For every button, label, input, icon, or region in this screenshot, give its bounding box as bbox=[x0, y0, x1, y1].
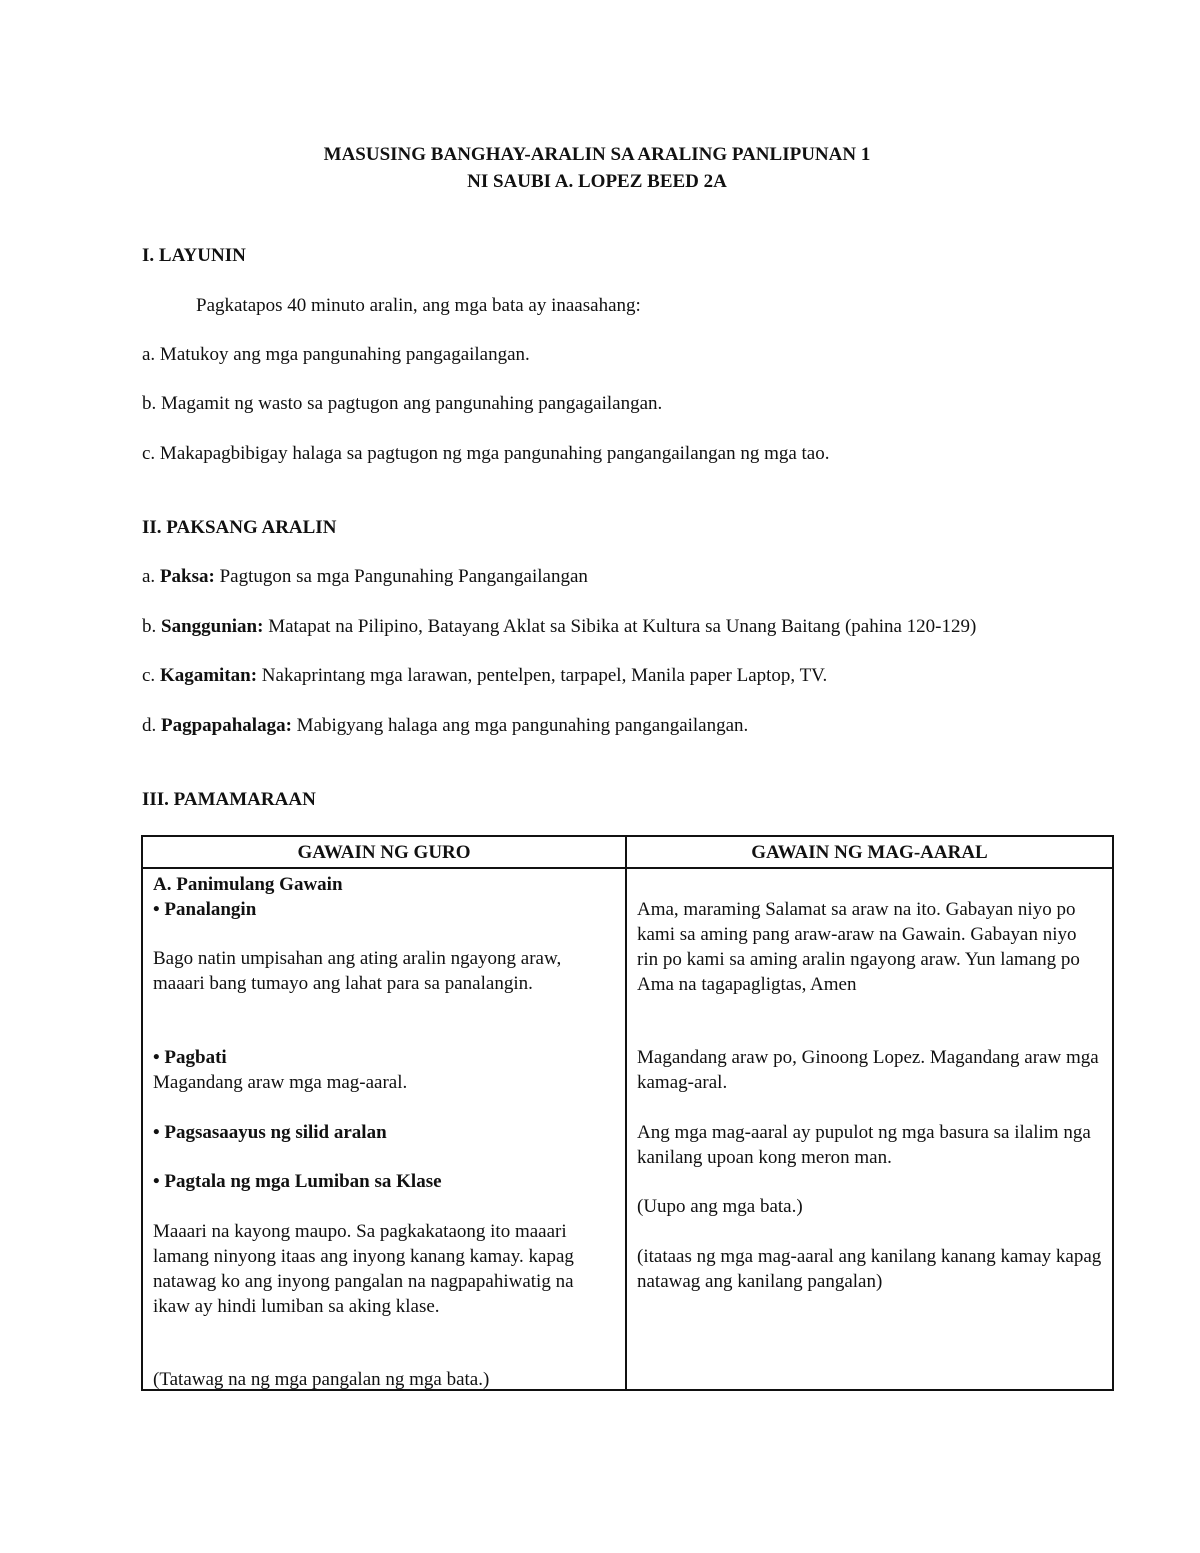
guro-pagbati-label: • Pagbati bbox=[153, 1047, 227, 1068]
magaaral-panalangin-text: Ama, maraming Salamat sa araw na ito. Gabayan niyo po kami sa aming pang araw-araw na Gawain. Gabayan niyo rin po kami sa aming aralin ngayong araw. Yun lamang po Ama na tagapagligtas, Amen bbox=[637, 899, 1080, 995]
paksa-item-a bbox=[142, 564, 588, 589]
item-label: Kagamitan: bbox=[159, 665, 258, 686]
item-prefix: b. bbox=[142, 616, 161, 637]
heading-layunin: I. LAYUNIN bbox=[142, 245, 246, 266]
item-text: Pagtugon sa mga Pangunahing Pangangailangan bbox=[214, 566, 588, 587]
doc-title-line2: NI SAUBI A. LOPEZ BEED 2A bbox=[467, 171, 727, 192]
procedure-table bbox=[141, 835, 1114, 1391]
item-prefix: c. bbox=[142, 665, 160, 686]
item-text: Matapat na Pilipino, Batayang Aklat sa Sibika at Kultura sa Unang Baitang (pahina 120-129) bbox=[263, 616, 977, 637]
item-label: Sanggunian: bbox=[161, 616, 264, 637]
cell-magaaral bbox=[626, 868, 1113, 1390]
guro-panalangin-label: • Panalangin bbox=[153, 899, 257, 920]
magaaral-itataas-text: (itataas ng mga mag-aaral ang kanilang kanang kamay kapag natawag ang kanilang pangalan) bbox=[637, 1246, 1102, 1292]
item-text: Mabigyang halaga ang mga pangunahing pangangailangan. bbox=[291, 715, 749, 736]
magaaral-pagsasaayos-text: Ang mga mag-aaral ay pupulot ng mga basura sa ilalim nga kanilang upoan kong meron man. bbox=[637, 1122, 1091, 1168]
cell-guro bbox=[142, 868, 626, 1390]
col-header-guro: GAWAIN NG GURO bbox=[142, 836, 626, 868]
item-text: Nakaprintang mga larawan, pentelpen, tarpapel, Manila paper Laptop, TV. bbox=[257, 665, 828, 686]
paksa-item-d bbox=[142, 713, 748, 738]
layunin-item-b: b. Magamit ng wasto sa pagtugon ang pangunahing pangagailangan. bbox=[142, 393, 663, 414]
section-panimulang-gawain: A. Panimulang Gawain bbox=[153, 874, 343, 895]
guro-tatawag-text: (Tatawag na ng mga pangalan ng mga bata.) bbox=[153, 1369, 490, 1390]
heading-pamamaraan: III. PAMAMARAAN bbox=[142, 789, 316, 810]
magaaral-pagbati-text: Magandang araw po, Ginoong Lopez. Magandang araw mga kamag-aral. bbox=[637, 1047, 1099, 1093]
guro-panalangin-text: Bago natin umpisahan ang ating aralin ngayong araw, maaari bang tumayo ang lahat para sa panalangin. bbox=[153, 948, 562, 994]
item-prefix: d. bbox=[142, 715, 161, 736]
item-label: Paksa: bbox=[159, 566, 215, 587]
doc-title-line1: MASUSING BANGHAY-ARALIN SA ARALING PANLIPUNAN 1 bbox=[323, 144, 871, 165]
item-prefix: a. bbox=[142, 566, 160, 587]
item-label: Pagpapahalaga: bbox=[161, 715, 292, 736]
table-header-row bbox=[142, 836, 1113, 868]
layunin-item-a: a. Matukoy ang mga pangunahing pangagailangan. bbox=[142, 344, 530, 365]
guro-pagsasaayos-label: • Pagsasaayus ng silid aralan bbox=[153, 1122, 387, 1143]
magaaral-uupo-text: (Uupo ang mga bata.) bbox=[637, 1196, 803, 1217]
layunin-intro: Pagkatapos 40 minuto aralin, ang mga bata ay inaasahang: bbox=[196, 295, 641, 316]
paksa-item-b bbox=[142, 614, 1052, 639]
guro-pagtala-text: Maaari na kayong maupo. Sa pagkakataong ito maaari lamang ninyong itaas ang inyong kanang kamay. kapag natawag ko ang inyong pangalan na nagpapahiwatig na ikaw ay hindi lumiban sa aking klase. bbox=[153, 1221, 574, 1317]
paksa-item-c bbox=[142, 663, 827, 688]
guro-pagbati-text: Magandang araw mga mag-aaral. bbox=[153, 1072, 408, 1093]
guro-pagtala-label: • Pagtala ng mga Lumiban sa Klase bbox=[153, 1171, 442, 1192]
col-header-magaaral: GAWAIN NG MAG-AARAL bbox=[626, 836, 1113, 868]
table-row bbox=[142, 868, 1113, 1390]
heading-paksang-aralin: II. PAKSANG ARALIN bbox=[142, 517, 337, 538]
layunin-item-c: c. Makapagbibigay halaga sa pagtugon ng mga pangunahing pangangailangan ng mga tao. bbox=[142, 443, 830, 464]
